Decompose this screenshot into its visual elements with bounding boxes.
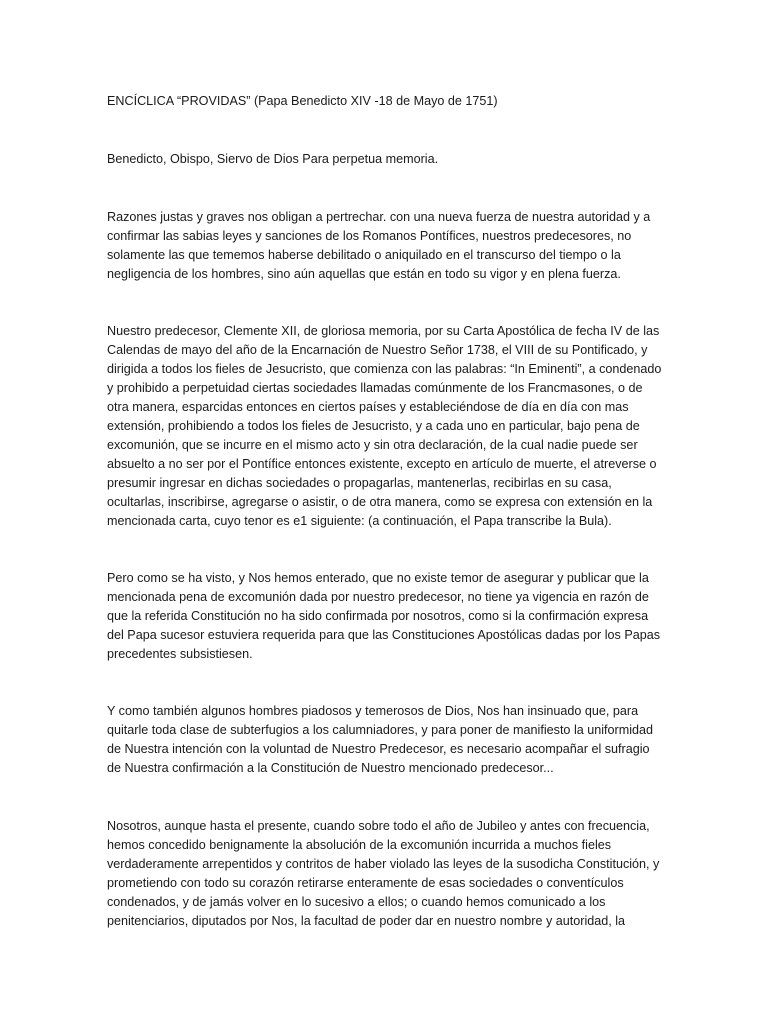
paragraph-line: solamente las que tememos haberse debilitado o aniquilado en el transcurso del tiempo o la — [107, 248, 621, 262]
paragraph-line: Y como también algunos hombres piadosos y temerosos de Dios, Nos han insinuado que, para — [107, 704, 639, 718]
paragraph-line: y prohibido a perpetuidad ciertas sociedades llamadas comúnmente de los Francmasones, o de — [107, 381, 643, 395]
paragraph-line: condenados, y de jamás volver en lo sucesivo a ellos; o cuando hemos comunicado a los — [107, 895, 606, 909]
paragraph-line: quitarle toda clase de subterfugios a los calumniadores, y para poner de manifiesto la uniformidad — [107, 723, 654, 737]
paragraph-line: dirigida a todos los fieles de Jesucristo, que comienza con las palabras: “In Eminenti”, a condenado — [107, 362, 662, 376]
paragraph-line: hemos concedido benignamente la absolución de la excomunión incurrida a muchos fieles — [107, 838, 612, 852]
paragraph-line: penitenciarios, diputados por Nos, la facultad de poder dar en nuestro nombre y autoridad, la — [107, 914, 626, 928]
paragraph-line: Nuestro predecesor, Clemente XII, de gloriosa memoria, por su Carta Apostólica de fecha IV de las — [107, 324, 660, 338]
paragraph-line: mencionada pena de excomunión dada por nuestro predecesor, no tiene ya vigencia en razón de — [107, 590, 649, 604]
paragraph-line: confirmar las sabias leyes y sanciones de los Romanos Pontífices, nuestros predecesores, no — [107, 229, 632, 243]
paragraph-line: absuelto a no ser por el Pontífice entonces existente, excepto en artículo de muerte, el atreverse o — [107, 457, 657, 471]
paragraph-line: verdaderamente arrepentidos y contritos de haber violado las leyes de la susodicha Constitución, y — [107, 857, 660, 871]
greeting: Benedicto, Obispo, Siervo de Dios Para perpetua memoria. — [107, 152, 439, 166]
document-title: ENCÍCLICA “PROVIDAS” (Papa Benedicto XIV -18 de Mayo de 1751) — [107, 94, 498, 108]
paragraph-line: ocultarlas, inscribirse, agregarse o asistir, o de otra manera, como se expresa con extensión en la — [107, 495, 653, 509]
paragraph-line: del Papa sucesor estuviera requerida para que las Constituciones Apostólicas dadas por los Papas — [107, 628, 661, 642]
paragraph-line: de Nuestra intención con la voluntad de Nuestro Predecesor, es necesario acompañar el sufragio — [107, 742, 650, 756]
paragraph-line: Calendas de mayo del año de la Encarnación de Nuestro Señor 1738, el VIII de su Pontificado, y — [107, 343, 648, 357]
paragraph-line: excomunión, que se incurre en el mismo acto y sin otra declaración, de la cual nadie puede ser — [107, 438, 638, 452]
paragraph-line: que la referida Constitución no ha sido confirmada por nosotros, como si la confirmación expresa — [107, 609, 649, 623]
paragraph-line: negligencia de los hombres, sino aún aquellas que están en todo su vigor y en plena fuerza. — [107, 267, 621, 281]
paragraph-line: presumir ingresar en dichas sociedades o propagarlas, mantenerlas, recibirlas en su casa, — [107, 476, 612, 490]
paragraph-line: Razones justas y graves nos obligan a pertrechar. con una nueva fuerza de nuestra autoridad y a — [107, 210, 651, 224]
paragraph-line: de Nuestra confirmación a la Constitución de Nuestro mencionado predecesor... — [107, 761, 554, 775]
paragraph-line: Pero como se ha visto, y Nos hemos enterado, que no existe temor de asegurar y publicar que la — [107, 571, 649, 585]
paragraph-line: extensión, prohibiendo a todos los fieles de Jesucristo, y a cada uno en particular, bajo pena de — [107, 419, 640, 433]
paragraph-line: precedentes subsistiesen. — [107, 647, 253, 661]
paragraph-line: Nosotros, aunque hasta el presente, cuando sobre todo el año de Jubileo y antes con frecuencia, — [107, 819, 650, 833]
paragraph-line: mencionada carta, cuyo tenor es e1 siguiente: (a continuación, el Papa transcribe la Bula). — [107, 514, 612, 528]
paragraph-line: otra manera, esparcidas entonces en ciertos países y estableciéndose de día en día con mas — [107, 400, 629, 414]
paragraph-line: prometiendo con todo su corazón retirarse enteramente de esas sociedades o conventículos — [107, 876, 624, 890]
